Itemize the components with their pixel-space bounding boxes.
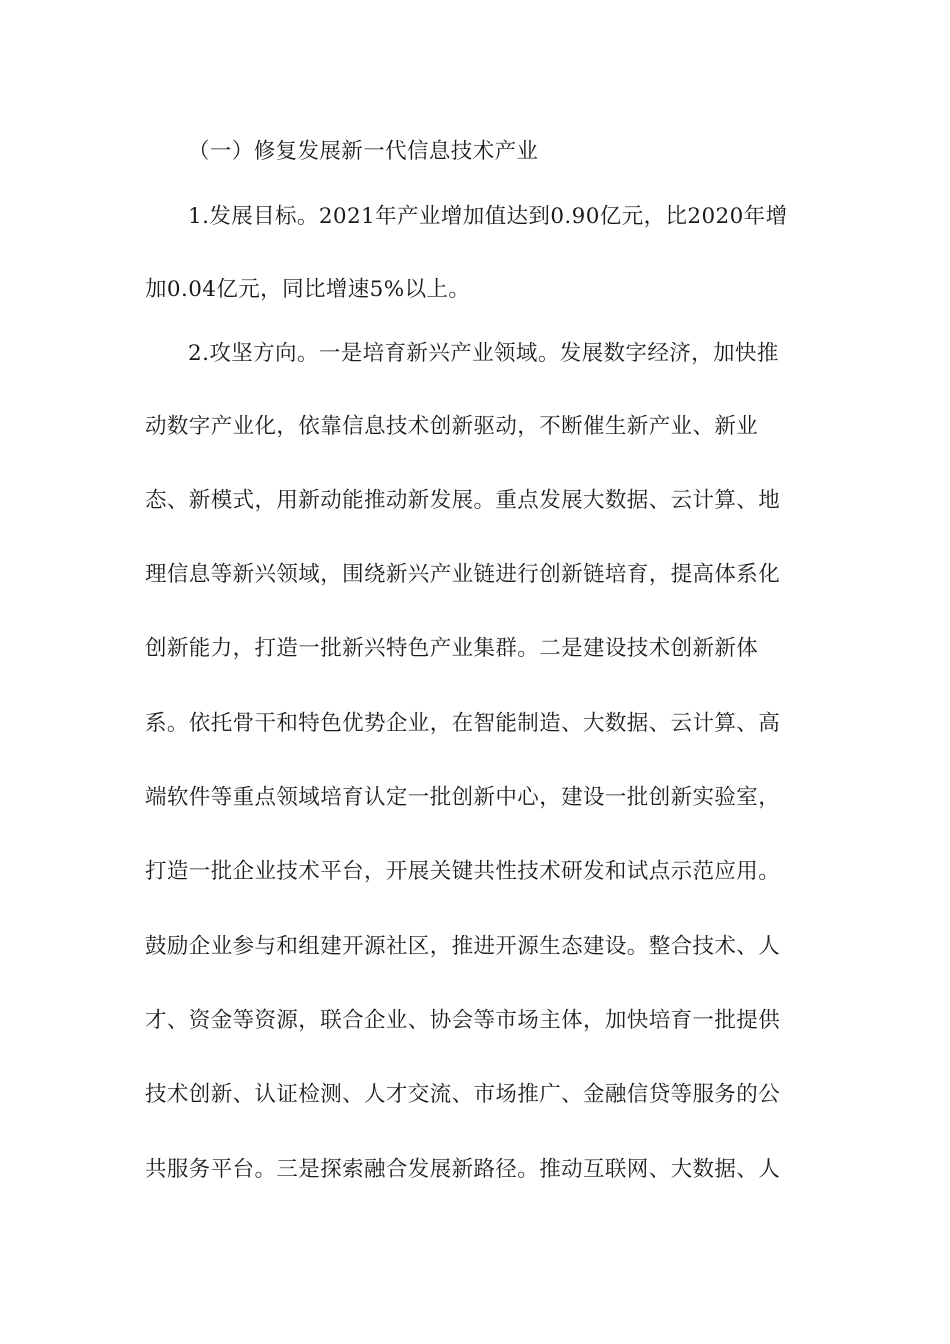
paragraph-2-line-10: 才、资金等资源，联合企业、协会等市场主体，加快培育一批提供 — [145, 1008, 781, 1033]
paragraph-2-line-12: 共服务平台。三是探索融合发展新路径。推动互联网、大数据、人 — [145, 1157, 781, 1182]
paragraph-2-line-7: 端软件等重点领域培育认定一批创新中心，建设一批创新实验室， — [145, 785, 781, 810]
paragraph-2-line-6: 系。依托骨干和特色优势企业，在智能制造、大数据、云计算、高 — [145, 711, 781, 736]
paragraph-1-line-2: 加0.04亿元，同比增速5%以上。 — [145, 277, 471, 302]
paragraph-2-line-3: 态、新模式，用新动能推动新发展。重点发展大数据、云计算、地 — [145, 488, 781, 513]
paragraph-2-line-1: 2.攻坚方向。一是培育新兴产业领域。发展数字经济，加快推 — [188, 341, 779, 366]
paragraph-2-line-5: 创新能力，打造一批新兴特色产业集群。二是建设技术创新新体 — [145, 636, 759, 661]
paragraph-2-line-9: 鼓励企业参与和组建开源社区，推进开源生态建设。整合技术、人 — [145, 934, 781, 959]
paragraph-1-line-1: 1.发展目标。2021年产业增加值达到0.90亿元，比2020年增 — [188, 204, 788, 229]
section-heading: （一）修复发展新一代信息技术产业 — [188, 139, 539, 164]
paragraph-2-line-4: 理信息等新兴领域，围绕新兴产业链进行创新链培育，提高体系化 — [145, 562, 781, 587]
paragraph-2-line-2: 动数字产业化，依靠信息技术创新驱动，不断催生新产业、新业 — [145, 414, 759, 439]
paragraph-2-line-11: 技术创新、认证检测、人才交流、市场推广、金融信贷等服务的公 — [145, 1082, 781, 1107]
paragraph-2-line-8: 打造一批企业技术平台，开展关键共性技术研发和试点示范应用。 — [145, 859, 781, 884]
